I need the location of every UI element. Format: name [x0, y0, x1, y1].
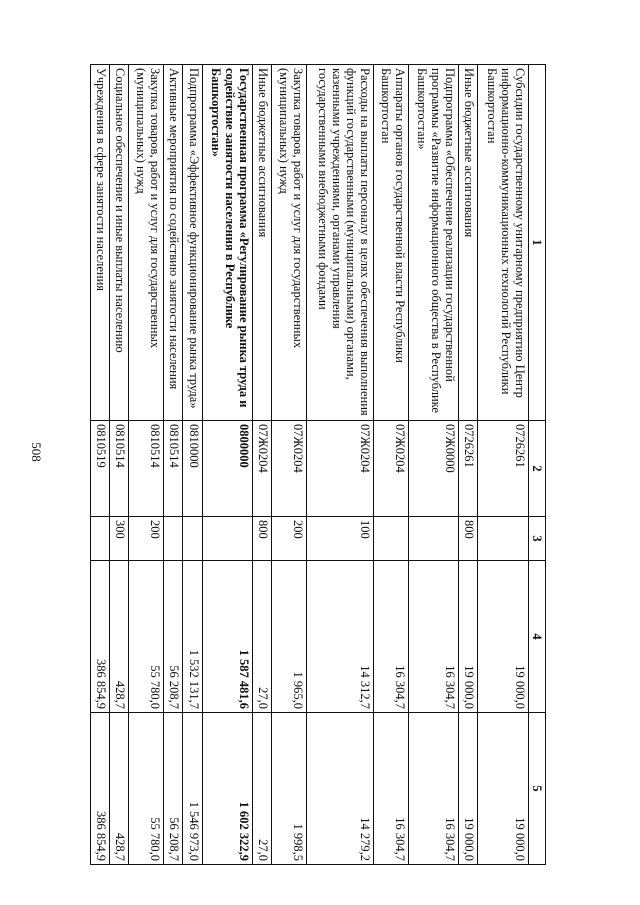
row-value-5: 1 546 973,0	[183, 713, 202, 865]
row-code: 0810514	[110, 421, 129, 517]
row-value-5: 16 304,7	[408, 713, 459, 865]
row-name: Социальное обеспечение и иные выплаты населению	[110, 65, 129, 421]
row-value-5: 428,7	[110, 713, 129, 865]
row-code: 0810514	[129, 421, 164, 517]
header-row	[529, 65, 546, 865]
row-kind: 800	[253, 517, 272, 561]
rotated-table-container	[90, 64, 546, 864]
table-row	[272, 65, 307, 865]
row-code: 0810519	[91, 421, 110, 517]
row-value-4: 386 854,9	[91, 561, 110, 713]
row-code: 0810514	[164, 421, 183, 517]
row-value-4: 55 780,0	[129, 561, 164, 713]
row-name: Активные мероприятия по содействию занятости населения	[164, 65, 183, 421]
row-kind	[164, 517, 183, 561]
column-header: 1	[529, 65, 546, 421]
row-kind: 800	[459, 517, 478, 561]
row-kind	[183, 517, 202, 561]
table-row	[408, 65, 459, 865]
table-row	[202, 65, 253, 865]
row-value-4: 428,7	[110, 561, 129, 713]
table-row	[110, 65, 129, 865]
row-name: Иные бюджетные ассигнования	[459, 65, 478, 421]
column-header: 3	[529, 517, 546, 561]
table-row	[164, 65, 183, 865]
row-code: 07Ж0204	[307, 421, 373, 517]
row-value-4: 1 532 131,7	[183, 561, 202, 713]
row-kind	[408, 517, 459, 561]
table-row	[183, 65, 202, 865]
row-value-4: 19 000,0	[459, 561, 478, 713]
row-kind: 200	[129, 517, 164, 561]
row-code: 07Ж0204	[253, 421, 272, 517]
row-name: Учреждения в сфере занятости населения	[91, 65, 110, 421]
row-value-4: 19 000,0	[478, 561, 529, 713]
table-row	[307, 65, 373, 865]
row-kind: 100	[307, 517, 373, 561]
table-row	[459, 65, 478, 865]
row-code: 0810000	[183, 421, 202, 517]
row-kind: 300	[110, 517, 129, 561]
row-value-4: 14 312,7	[307, 561, 373, 713]
table-row	[253, 65, 272, 865]
row-name: Закупка товаров, работ и услуг для государственных (муниципальных) нужд	[129, 65, 164, 421]
row-value-5: 16 304,7	[373, 713, 408, 865]
page-number: 508	[29, 442, 44, 462]
row-value-5: 19 000,0	[459, 713, 478, 865]
row-name: Расходы на выплаты персоналу в целях обеспечения выполнения функций государственными (муниципальными) органами, казенными учреждениями, органами управления государственными внебюджетными фондами	[307, 65, 373, 421]
row-kind	[373, 517, 408, 561]
row-kind	[202, 517, 253, 561]
row-name: Закупка товаров, работ и услуг для государственных (муниципальных) нужд	[272, 65, 307, 421]
row-name: Иные бюджетные ассигнования	[253, 65, 272, 421]
row-name: Государственная программа «Регулирование рынка труда и содействие занятости населения в Республике Башкортостан»	[202, 65, 253, 421]
row-value-4: 27,0	[253, 561, 272, 713]
table-row	[91, 65, 110, 865]
row-value-5: 1 998,5	[272, 713, 307, 865]
row-name: Аппараты органов государственной власти Республики Башкортостан	[373, 65, 408, 421]
column-header: 2	[529, 421, 546, 517]
row-name: Субсидии государственному унитарному предприятию Центр информационно-коммуникационных технологий Республики Башкортостан	[478, 65, 529, 421]
table-body	[91, 65, 529, 865]
column-header: 4	[529, 561, 546, 713]
row-value-5: 19 000,0	[478, 713, 529, 865]
row-code: 07Ж0000	[408, 421, 459, 517]
row-kind: 200	[272, 517, 307, 561]
row-code: 0726261	[459, 421, 478, 517]
table-row	[478, 65, 529, 865]
budget-table	[90, 64, 546, 865]
row-value-5: 1 602 322,9	[202, 713, 253, 865]
table-row	[129, 65, 164, 865]
table-row	[373, 65, 408, 865]
row-value-5: 27,0	[253, 713, 272, 865]
row-code: 0726261	[478, 421, 529, 517]
row-value-5: 386 854,9	[91, 713, 110, 865]
row-value-4: 1 965,0	[272, 561, 307, 713]
row-value-4: 1 587 481,6	[202, 561, 253, 713]
row-code: 0800000	[202, 421, 253, 517]
row-kind	[478, 517, 529, 561]
row-name: Подпрограмма «Эффективное функционирование рынка труда»	[183, 65, 202, 421]
row-value-5: 55 780,0	[129, 713, 164, 865]
row-value-4: 16 304,7	[373, 561, 408, 713]
row-name: Подпрограмма «Обеспечение реализации государственной программы «Развитие информационного общества в Республике Башкортостан»	[408, 65, 459, 421]
row-value-5: 14 279,2	[307, 713, 373, 865]
column-header: 5	[529, 713, 546, 865]
row-code: 07Ж0204	[373, 421, 408, 517]
row-value-4: 16 304,7	[408, 561, 459, 713]
row-value-4: 56 208,7	[164, 561, 183, 713]
row-value-5: 56 208,7	[164, 713, 183, 865]
row-code: 07Ж0204	[272, 421, 307, 517]
row-kind	[91, 517, 110, 561]
